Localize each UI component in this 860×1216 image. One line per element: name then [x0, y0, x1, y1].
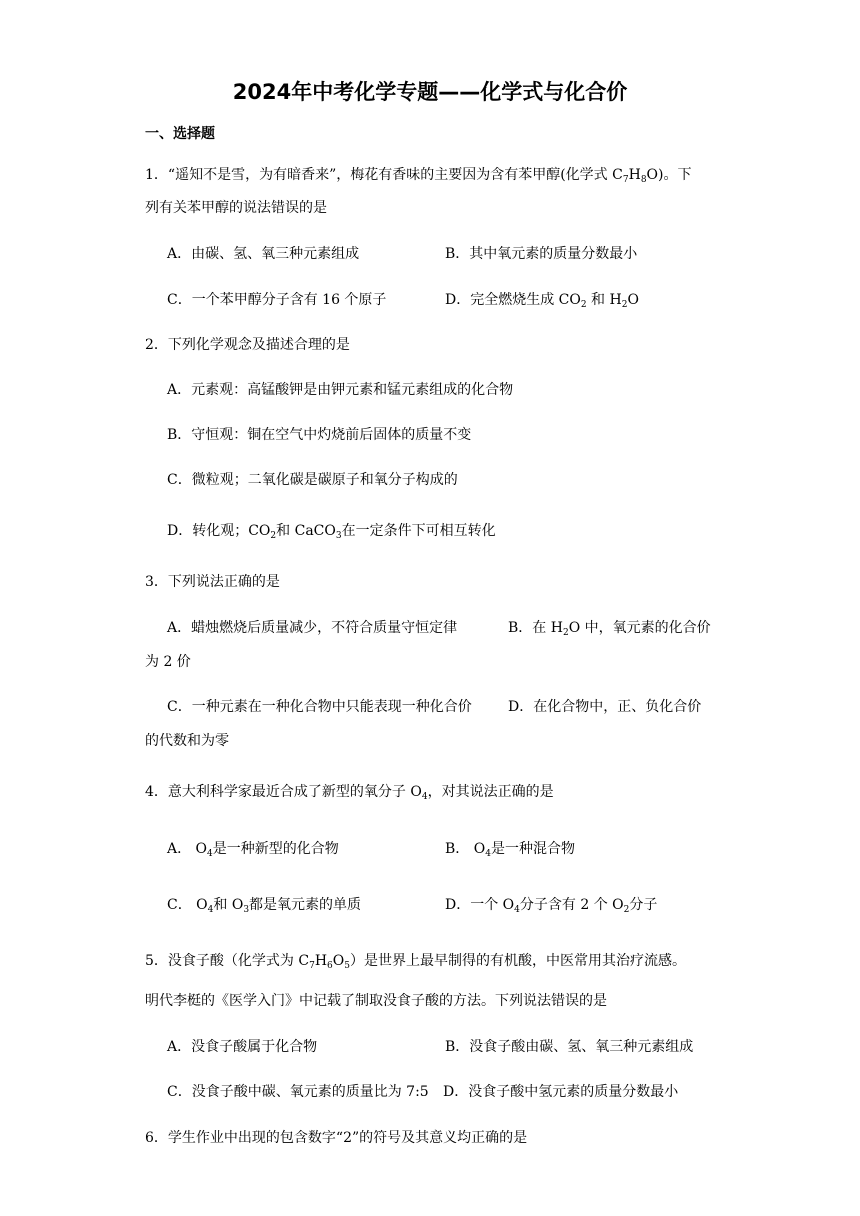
question-2-option-a: A．元素观：高锰酸钾是由钾元素和锰元素组成的化合物 — [167, 382, 514, 398]
question-6-stem: 6．学生作业中出现的包含数字“2”的符号及其意义均正确的是 — [145, 1130, 528, 1146]
question-5-stem-line2: 明代李梃的《医学入门》中记载了制取没食子酸的方法。下列说法错误的是 — [145, 993, 607, 1009]
question-1-option-b: B．其中氧元素的质量分数最小 — [445, 246, 638, 262]
question-3-option-c: C．一种元素在一种化合物中只能表现一种化合价 — [167, 699, 472, 715]
question-3-option-d-continued: 的代数和为零 — [145, 733, 229, 749]
question-4-option-d: D．一个 $O_4$分子含有 2 个 $O_2$分子 — [445, 897, 658, 915]
question-5-option-a: A．没食子酸属于化合物 — [167, 1039, 318, 1055]
question-3-option-b-continued: 为 2 价 — [145, 654, 191, 670]
section-heading: 一、选择题 — [145, 126, 215, 142]
question-5-option-b: B．没食子酸由碳、氢、氧三种元素组成 — [445, 1039, 694, 1055]
question-5-option-c: C．没食子酸中碳、氧元素的质量比为 7:5 — [167, 1084, 429, 1100]
question-1-stem-line1: 1．“遥知不是雪，为有暗香来”，梅花有香味的主要因为含有苯甲醇(化学式 $C_7H_8O$)。下 — [145, 167, 692, 185]
question-2-option-c: C．微粒观；二氧化碳是碳原子和氧分子构成的 — [167, 472, 458, 488]
question-1-option-a: A．由碳、氢、氧三种元素组成 — [167, 246, 360, 262]
question-5-stem-line1: 5．没食子酸（化学式为 $C_7H_6O_5$）是世界上最早制得的有机酸，中医常用其治疗流感。 — [145, 953, 686, 971]
document-title: 2024年中考化学专题——化学式与化合价 — [232, 80, 628, 104]
question-2-option-b: B．守恒观：铜在空气中灼烧前后固体的质量不变 — [167, 427, 472, 443]
question-4-option-c: C． $O_4$和 $O_3$都是氧元素的单质 — [167, 897, 362, 915]
question-1-option-d: D．完全燃烧生成 $CO_2$ 和 $H_2O$ — [445, 292, 639, 310]
question-4-option-a: A． $O_4$是一种新型的化合物 — [167, 841, 339, 859]
question-4-stem: 4．意大利科学家最近合成了新型的氧分子 $O_4$，对其说法正确的是 — [145, 784, 554, 802]
question-3-option-d: D．在化合物中，正、负化合价 — [508, 699, 702, 715]
question-3-option-b: B．在 $H_2O$ 中，氧元素的化合价 — [508, 620, 711, 638]
question-1-option-c: C．一个苯甲醇分子含有 16 个原子 — [167, 292, 387, 308]
question-3-stem: 3．下列说法正确的是 — [145, 574, 280, 590]
question-3-option-a: A．蜡烛燃烧后质量减少，不符合质量守恒定律 — [167, 620, 458, 636]
question-1-stem-line2: 列有关苯甲醇的说法错误的是 — [145, 200, 327, 216]
question-2-stem: 2．下列化学观念及描述合理的是 — [145, 337, 350, 353]
question-2-option-d: D．转化观；$CO_2$和 CaCO$_3$在一定条件下可相互转化 — [167, 523, 496, 541]
question-4-option-b: B． $O_4$是一种混合物 — [445, 841, 575, 859]
question-5-option-d: D．没食子酸中氢元素的质量分数最小 — [443, 1084, 679, 1100]
